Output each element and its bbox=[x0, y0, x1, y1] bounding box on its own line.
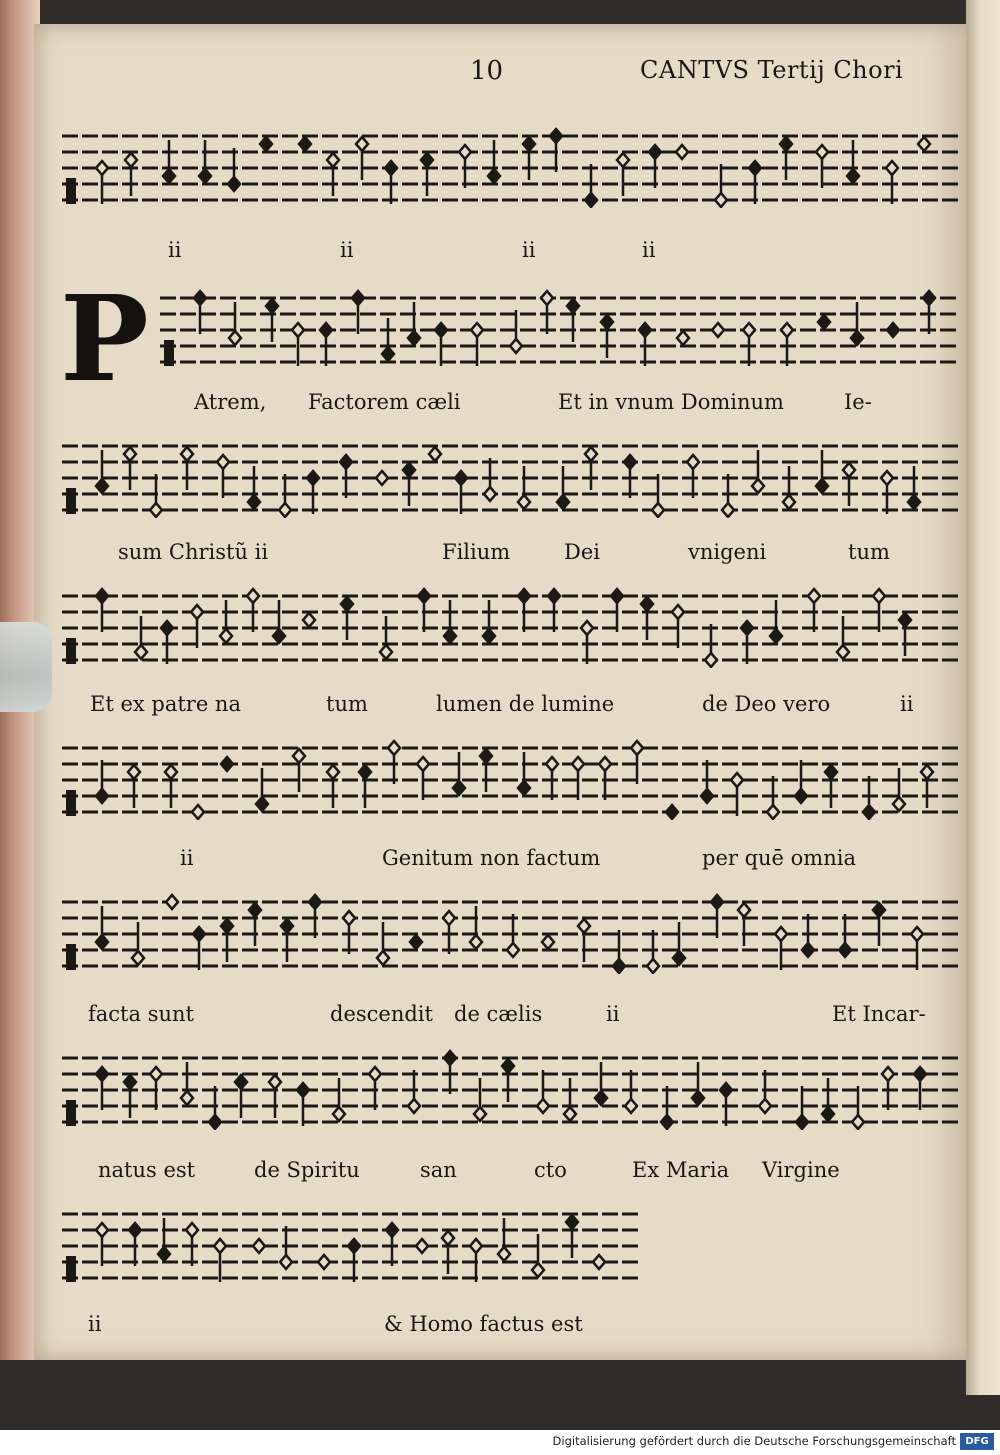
note-icon bbox=[483, 600, 495, 643]
note-icon bbox=[825, 765, 837, 808]
note-icon bbox=[327, 765, 339, 808]
note-icon bbox=[780, 137, 792, 180]
note-icon bbox=[893, 768, 905, 811]
note-icon bbox=[712, 323, 724, 337]
music-staff bbox=[62, 1040, 960, 1130]
lyric: ii bbox=[340, 238, 354, 262]
lyric: Factorem cæli bbox=[308, 390, 461, 414]
lyrics-line bbox=[62, 390, 960, 424]
lyric: tum bbox=[326, 692, 368, 716]
lyric: ii bbox=[88, 1312, 102, 1336]
note-icon bbox=[474, 1078, 486, 1121]
note-icon bbox=[408, 302, 420, 345]
lyric: cto bbox=[534, 1158, 567, 1182]
note-icon bbox=[248, 466, 260, 509]
note-icon bbox=[403, 463, 415, 506]
note-icon bbox=[523, 137, 535, 180]
lyric: ii bbox=[900, 692, 914, 716]
funding-credit: Digitalisierung gefördert durch die Deutsche Forschungsgemeinschaft bbox=[552, 1434, 956, 1448]
page-number: 10 bbox=[470, 56, 504, 86]
clef-icon bbox=[66, 1256, 76, 1282]
note-icon bbox=[818, 315, 830, 329]
note-icon bbox=[128, 765, 140, 808]
lyric: Et ex patre na bbox=[90, 692, 241, 716]
note-icon bbox=[444, 600, 456, 643]
clef-icon bbox=[164, 340, 174, 366]
clef-icon bbox=[66, 1100, 76, 1126]
lyric: lumen de lumine bbox=[436, 692, 615, 716]
music-staff bbox=[62, 428, 960, 518]
note-icon bbox=[377, 922, 389, 965]
note-icon bbox=[677, 331, 689, 345]
note-icon bbox=[124, 447, 136, 490]
note-icon bbox=[163, 140, 175, 183]
note-icon bbox=[303, 613, 315, 627]
note-icon bbox=[498, 1218, 510, 1261]
note-icon bbox=[281, 919, 293, 962]
page-clip bbox=[0, 622, 52, 712]
lyric: ii bbox=[168, 238, 182, 262]
note-icon bbox=[181, 447, 193, 490]
dfg-logo-icon: DFG bbox=[960, 1433, 994, 1450]
note-icon bbox=[617, 153, 629, 196]
note-icon bbox=[124, 1075, 136, 1118]
staff-drawing bbox=[62, 578, 960, 668]
staff-drawing bbox=[62, 884, 960, 974]
note-icon bbox=[676, 145, 688, 159]
note-icon bbox=[542, 935, 554, 949]
staff-drawing bbox=[62, 1196, 642, 1286]
note-icon bbox=[816, 450, 828, 493]
note-icon bbox=[318, 1255, 330, 1269]
note-icon bbox=[132, 922, 144, 965]
music-staff bbox=[160, 280, 960, 370]
lyric: Genitum non factum bbox=[382, 846, 601, 870]
note-icon bbox=[229, 302, 241, 345]
note-icon bbox=[256, 768, 268, 811]
lyric: de Spiritu bbox=[254, 1158, 360, 1182]
note-icon bbox=[269, 1075, 281, 1118]
music-staff bbox=[62, 730, 960, 820]
note-icon bbox=[299, 137, 311, 151]
staff-drawing bbox=[62, 428, 960, 518]
note-icon bbox=[166, 895, 178, 909]
note-icon bbox=[851, 302, 863, 345]
note-icon bbox=[273, 600, 285, 643]
note-icon bbox=[165, 765, 177, 808]
lyric: per quē omnia bbox=[702, 846, 856, 870]
note-icon bbox=[692, 1062, 704, 1105]
note-icon bbox=[410, 935, 422, 949]
music-staff bbox=[62, 884, 960, 974]
note-icon bbox=[641, 597, 653, 640]
note-icon bbox=[601, 315, 613, 358]
note-icon bbox=[770, 600, 782, 643]
note-icon bbox=[453, 752, 465, 795]
note-icon bbox=[181, 1062, 193, 1105]
note-icon bbox=[380, 616, 392, 659]
lyric: vnigeni bbox=[688, 540, 767, 564]
note-icon bbox=[783, 466, 795, 509]
lyric: Dei bbox=[564, 540, 600, 564]
note-icon bbox=[220, 600, 232, 643]
clef-icon bbox=[66, 638, 76, 664]
note-icon bbox=[837, 616, 849, 659]
lyrics-line bbox=[62, 1002, 960, 1036]
lyric: Et Incar- bbox=[832, 1002, 926, 1026]
note-icon bbox=[416, 1239, 428, 1253]
note-icon bbox=[502, 1059, 514, 1102]
note-icon bbox=[595, 1062, 607, 1105]
note-icon bbox=[921, 765, 933, 808]
lyric: Et in vnum Dominum bbox=[558, 390, 784, 414]
lyric: Virgine bbox=[762, 1158, 840, 1182]
lyric: & Homo factus est bbox=[384, 1312, 583, 1336]
lyric: san bbox=[420, 1158, 457, 1182]
note-icon bbox=[421, 153, 433, 196]
note-icon bbox=[566, 1215, 578, 1258]
note-icon bbox=[382, 318, 394, 361]
lyric: tum bbox=[848, 540, 890, 564]
note-icon bbox=[293, 749, 305, 792]
note-icon bbox=[847, 140, 859, 183]
note-icon bbox=[843, 463, 855, 506]
note-icon bbox=[158, 1218, 170, 1261]
note-icon bbox=[199, 140, 211, 183]
footer-bar bbox=[0, 1430, 1000, 1455]
lyric: natus est bbox=[98, 1158, 196, 1182]
lyrics-line bbox=[62, 1312, 960, 1346]
clef-icon bbox=[66, 178, 76, 204]
note-icon bbox=[752, 450, 764, 493]
lyrics-line bbox=[62, 238, 960, 272]
note-icon bbox=[899, 613, 911, 656]
clef-icon bbox=[66, 790, 76, 816]
note-icon bbox=[356, 137, 368, 180]
note-icon bbox=[221, 919, 233, 962]
lyric: ii bbox=[642, 238, 656, 262]
note-icon bbox=[221, 757, 233, 771]
note-icon bbox=[359, 765, 371, 808]
staff-drawing bbox=[160, 280, 960, 370]
note-icon bbox=[96, 450, 108, 493]
lyric: ii bbox=[606, 1002, 620, 1026]
note-icon bbox=[518, 466, 530, 509]
note-icon bbox=[341, 597, 353, 640]
note-icon bbox=[480, 749, 492, 792]
lyrics-line bbox=[62, 846, 960, 880]
note-icon bbox=[429, 447, 441, 461]
lyrics-line bbox=[62, 692, 960, 726]
note-icon bbox=[578, 919, 590, 962]
drop-cap: P bbox=[60, 269, 149, 408]
note-icon bbox=[125, 153, 137, 196]
clef-icon bbox=[66, 488, 76, 514]
clef-icon bbox=[66, 944, 76, 970]
music-staff bbox=[62, 1196, 642, 1286]
note-icon bbox=[488, 140, 500, 183]
lyrics-line bbox=[62, 1158, 960, 1192]
note-icon bbox=[253, 1239, 265, 1253]
note-icon bbox=[585, 447, 597, 490]
note-icon bbox=[249, 903, 261, 946]
note-icon bbox=[567, 299, 579, 342]
lyric: de Deo vero bbox=[702, 692, 831, 716]
note-icon bbox=[666, 805, 678, 819]
note-icon bbox=[135, 616, 147, 659]
note-icon bbox=[532, 1234, 544, 1277]
lyric: Atrem, bbox=[194, 390, 267, 414]
note-icon bbox=[873, 903, 885, 946]
music-staff bbox=[62, 118, 960, 208]
lyric: sum Christũ ii bbox=[118, 540, 269, 564]
note-icon bbox=[192, 805, 204, 819]
note-icon bbox=[327, 153, 339, 196]
note-icon bbox=[593, 1255, 605, 1269]
running-head: CANTVS Tertij Chori bbox=[640, 56, 904, 84]
lyric: Filium bbox=[442, 540, 511, 564]
note-icon bbox=[564, 1078, 576, 1121]
staff-drawing bbox=[62, 730, 960, 820]
note-icon bbox=[266, 299, 278, 342]
staff-drawing bbox=[62, 1040, 960, 1130]
right-page-edge bbox=[966, 0, 1000, 1395]
note-icon bbox=[470, 906, 482, 949]
note-icon bbox=[260, 137, 272, 151]
note-icon bbox=[557, 466, 569, 509]
note-icon bbox=[673, 922, 685, 965]
note-icon bbox=[908, 466, 920, 509]
lyric: de cælis bbox=[454, 1002, 543, 1026]
note-icon bbox=[822, 1078, 834, 1121]
lyric: descendit bbox=[330, 1002, 433, 1026]
note-icon bbox=[376, 471, 388, 485]
note-icon bbox=[918, 137, 930, 151]
staff-drawing bbox=[62, 118, 960, 208]
note-icon bbox=[333, 1078, 345, 1121]
note-icon bbox=[518, 752, 530, 795]
lyric: ii bbox=[522, 238, 536, 262]
note-icon bbox=[738, 903, 750, 946]
lyric: Ie- bbox=[844, 390, 872, 414]
note-icon bbox=[235, 1075, 247, 1118]
lyrics-line bbox=[62, 540, 960, 574]
note-icon bbox=[96, 906, 108, 949]
lyric: Ex Maria bbox=[632, 1158, 730, 1182]
lyric: ii bbox=[180, 846, 194, 870]
music-staff bbox=[62, 578, 960, 668]
note-icon bbox=[887, 323, 899, 337]
note-icon bbox=[442, 1231, 454, 1274]
lyric: facta sunt bbox=[88, 1002, 194, 1026]
